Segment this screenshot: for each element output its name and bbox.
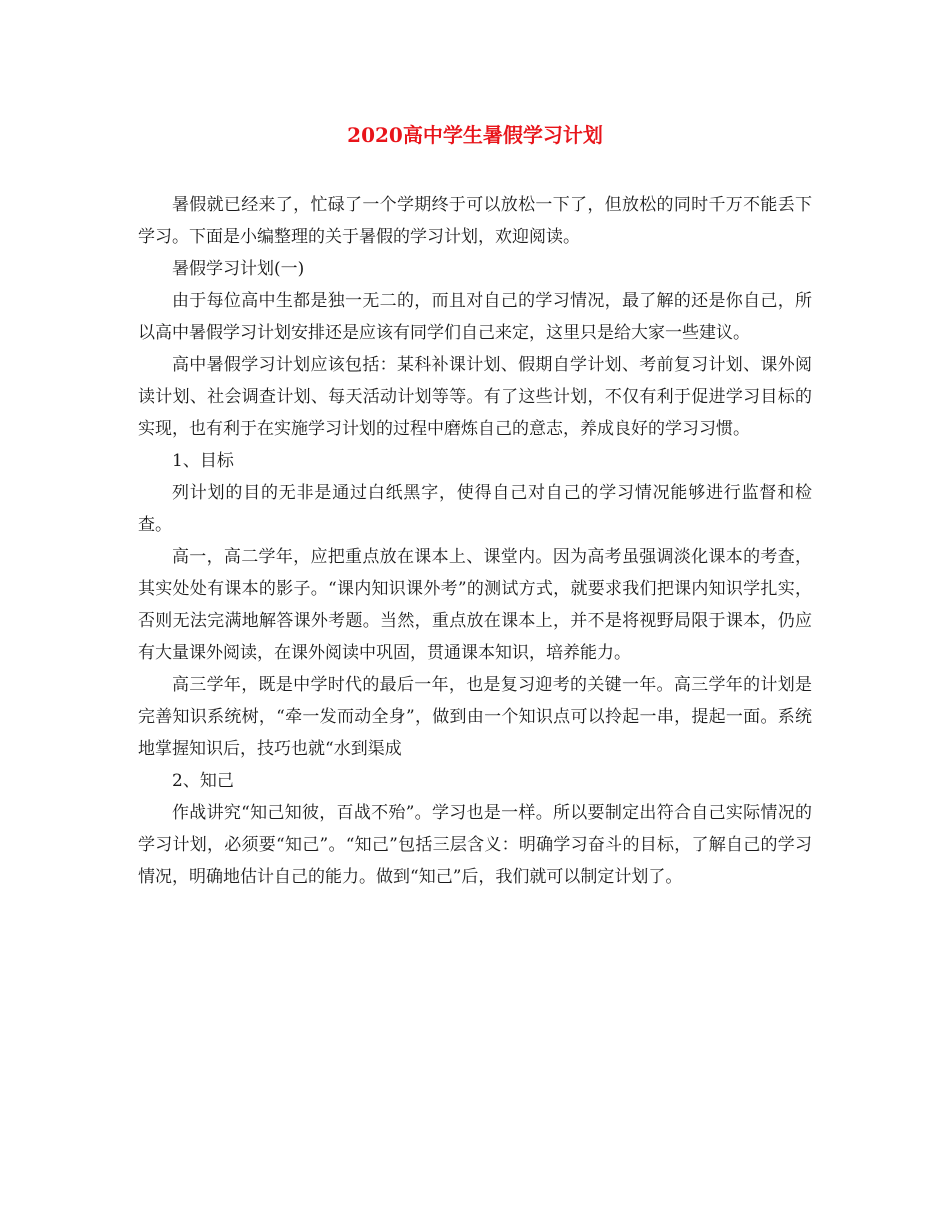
- section-heading: 暑假学习计划(一): [172, 259, 305, 279]
- paragraph: 列计划的目的无非是通过白纸黑字，使得自己对自己的学习情况能够进行监督和检查。: [138, 483, 812, 535]
- paragraph: 高一，高二学年，应把重点放在课本上、课堂内。因为高考虽强调淡化课本的考查，其实处处有课本的影子。“课内知识课外考”的测试方式，就要求我们把课内知识学扎实，否则无法完满地解答课外考题。当然，重点放在课本上，并不是将视野局限于课本，仍应有大量课外阅读，在课外阅读中巩固，贯通课本知识，培养能力。: [138, 547, 812, 663]
- document-title: 2020高中学生暑假学习计划: [347, 123, 603, 147]
- section-heading: 2、知己: [172, 771, 234, 791]
- paragraph: 高中暑假学习计划应该包括：某科补课计划、假期自学计划、考前复习计划、课外阅读计划、社会调查计划、每天活动计划等等。有了这些计划，不仅有利于促进学习目标的实现，也有利于在实施学习计划的过程中磨炼自己的意志，养成良好的学习习惯。: [138, 355, 812, 439]
- paragraph: 由于每位高中生都是独一无二的，而且对自己的学习情况，最了解的还是你自己，所以高中暑假学习计划安排还是应该有同学们自己来定，这里只是给大家一些建议。: [138, 291, 812, 343]
- paragraph-intro: 暑假就已经来了，忙碌了一个学期终于可以放松一下了，但放松的同时千万不能丢下学习。下面是小编整理的关于暑假的学习计划，欢迎阅读。: [138, 195, 812, 247]
- section-heading: 1、目标: [172, 451, 234, 471]
- document-body: [138, 189, 812, 893]
- paragraph: 高三学年，既是中学时代的最后一年，也是复习迎考的关键一年。高三学年的计划是完善知识系统树，“牵一发而动全身”，做到由一个知识点可以拎起一串，提起一面。系统地掌握知识后，技巧也就“水到渠成: [138, 675, 812, 759]
- paragraph: 作战讲究“知己知彼，百战不殆”。学习也是一样。所以要制定出符合自己实际情况的学习计划，必须要“知己”。“知己”包括三层含义：明确学习奋斗的目标，了解自己的学习情况，明确地估计自己的能力。做到“知己”后，我们就可以制定计划了。: [138, 803, 812, 887]
